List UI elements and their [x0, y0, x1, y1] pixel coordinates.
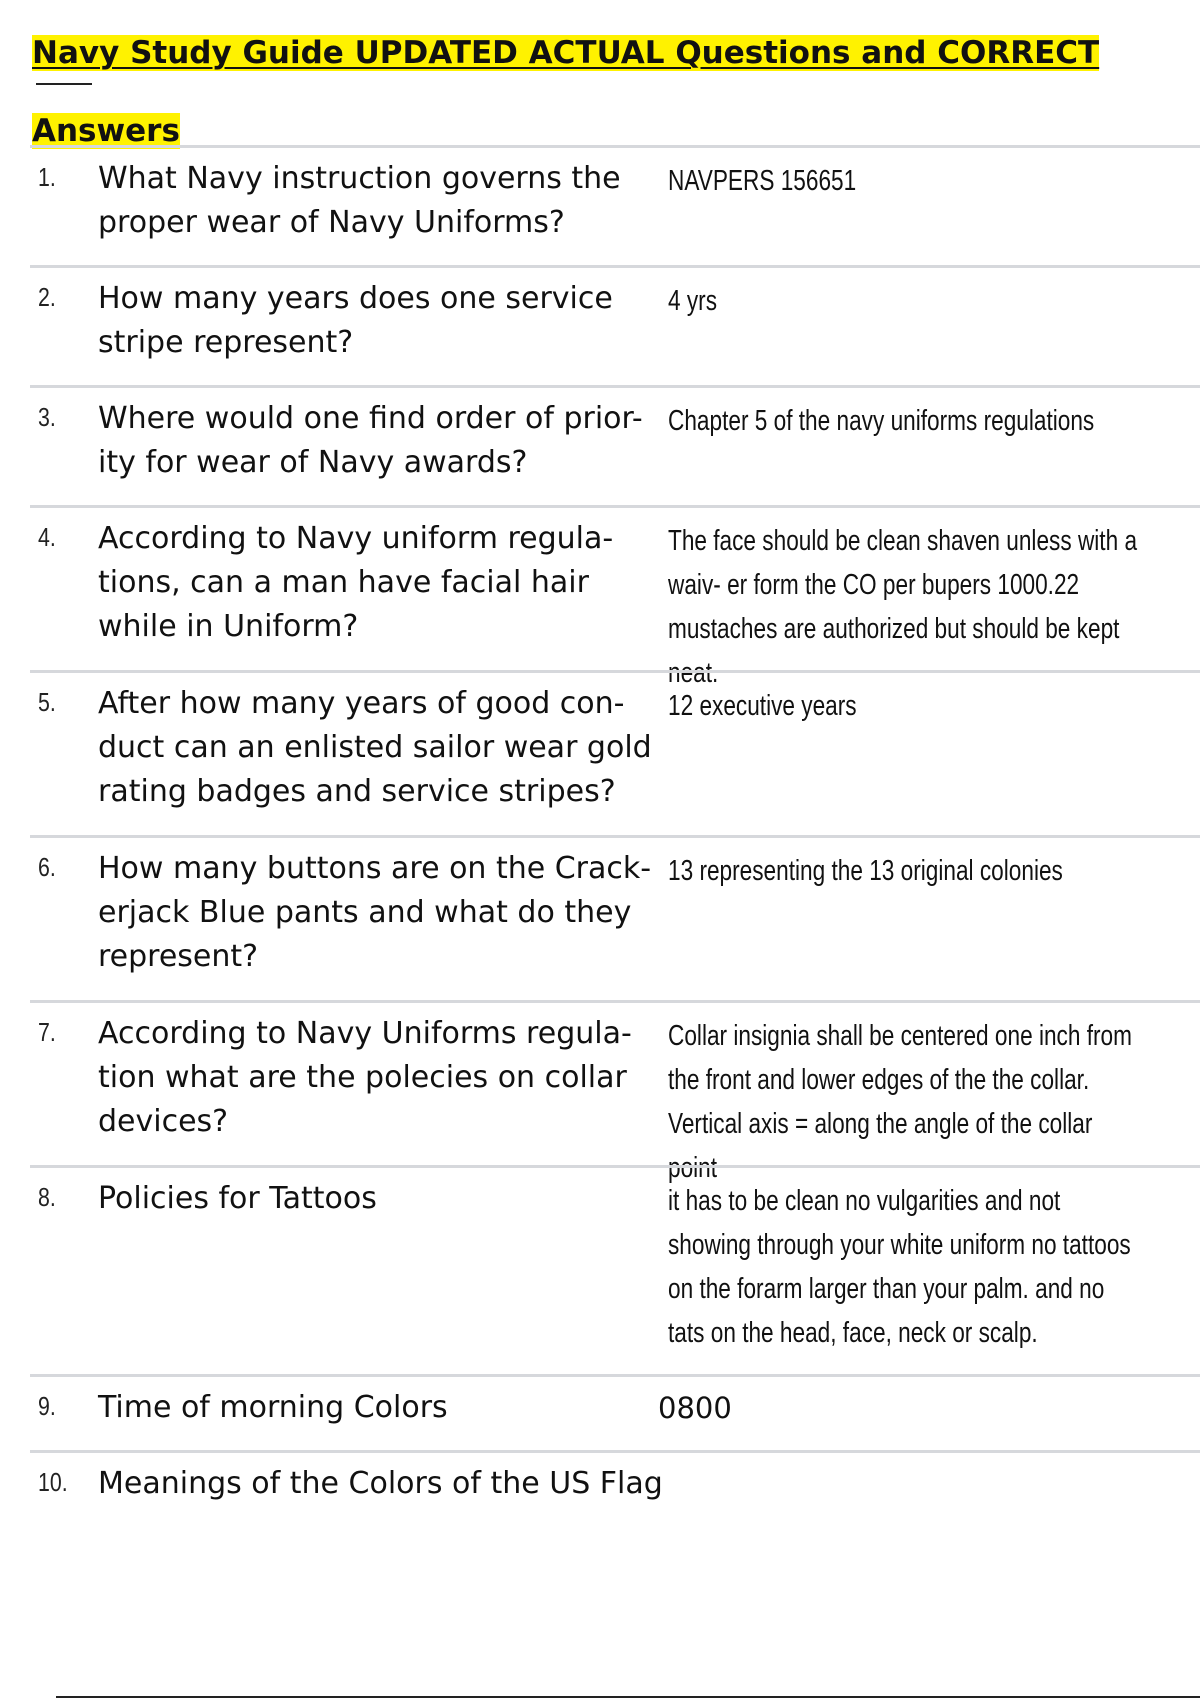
- question-number: 4.: [38, 522, 56, 552]
- answer-text: NAVPERS 156651: [668, 165, 857, 197]
- question-text: According to Navy Uniforms regula- tion what are the polecies on collar devices?: [98, 1016, 632, 1139]
- question-text: What Navy instruction governs the proper wear of Navy Uniforms?: [98, 161, 621, 240]
- question-number: 7.: [38, 1017, 56, 1047]
- answer-text: 12 executive years: [668, 690, 857, 722]
- qa-row-7: [30, 1000, 1200, 1184]
- question-number: 3.: [38, 402, 56, 432]
- answer-text: Chapter 5 of the navy uniforms regulations: [668, 405, 1095, 437]
- qa-row-5: [30, 670, 1200, 835]
- question-number: 8.: [38, 1182, 56, 1212]
- qa-row-4: [30, 505, 1200, 689]
- title-rule: [36, 83, 92, 85]
- qa-row-10: [30, 1450, 1200, 1553]
- answer-text: 0800: [658, 1391, 732, 1425]
- question-text: Meanings of the Colors of the US Flag: [98, 1466, 663, 1501]
- question-number: 1.: [38, 162, 56, 192]
- question-number: 5.: [38, 687, 56, 717]
- qa-row-6: [30, 835, 1200, 1000]
- question-text: How many years does one service stripe represent?: [98, 281, 613, 360]
- question-number: 6.: [38, 852, 56, 882]
- qa-row-9: [30, 1374, 1200, 1450]
- question-text: Policies for Tattoos: [98, 1181, 377, 1216]
- footer-rule: [56, 1696, 1200, 1698]
- qa-row-2: [30, 265, 1200, 385]
- answer-text: The face should be clean shaven unless with a waiv- er form the CO per bupers 1000.22 mustaches are authorized but should be kept neat.: [668, 525, 1138, 689]
- question-number: 10.: [38, 1467, 68, 1497]
- answer-text: 13 representing the 13 original colonies: [668, 855, 1063, 887]
- question-text: After how many years of good con- duct can an enlisted sailor wear gold rating badges and service stripes?: [98, 686, 652, 809]
- question-number: 9.: [38, 1391, 56, 1421]
- question-number: 2.: [38, 282, 56, 312]
- qa-row-8: [30, 1165, 1200, 1374]
- title-line-1: Navy Study Guide UPDATED ACTUAL Questions and CORRECT: [32, 35, 1100, 71]
- qa-table: [30, 145, 1200, 1553]
- qa-row-3: [30, 385, 1200, 505]
- question-text: According to Navy uniform regula- tions, can a man have facial hair while in Uniform?: [98, 521, 614, 644]
- answer-text: 4 yrs: [668, 285, 718, 317]
- answer-text: it has to be clean no vulgarities and not showing through your white uniform no tattoos on the forarm larger than your palm. and no tats on the head, face, neck or scalp.: [668, 1185, 1131, 1349]
- question-text: Where would one find order of prior- ity for wear of Navy awards?: [98, 401, 643, 480]
- document-title: [32, 34, 1142, 151]
- title-line-2: Answers: [32, 113, 180, 149]
- question-text: Time of morning Colors: [98, 1390, 448, 1425]
- answer-text: Collar insignia shall be centered one inch from the front and lower edges of the the collar. Vertical axis = along the angle of the collar point: [668, 1020, 1132, 1184]
- qa-row-1: [30, 145, 1200, 265]
- question-text: How many buttons are on the Crack- erjack Blue pants and what do they represent?: [98, 851, 652, 974]
